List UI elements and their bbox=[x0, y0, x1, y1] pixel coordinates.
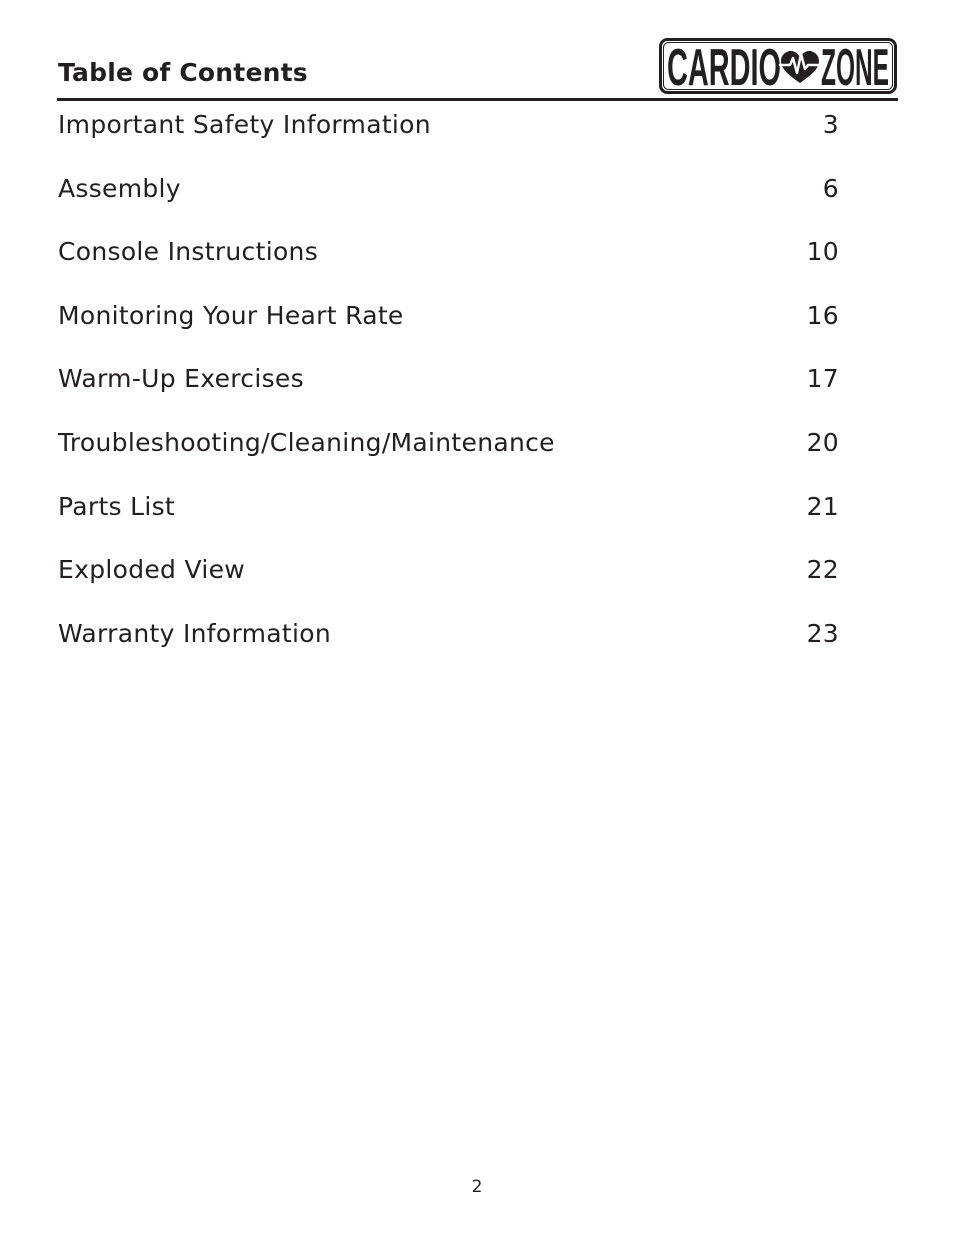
toc-entry-label: Parts List bbox=[58, 491, 176, 521]
page-number: 2 bbox=[471, 1177, 483, 1197]
cardio-zone-logo bbox=[659, 38, 897, 94]
toc-entry-label: Troubleshooting/Cleaning/Maintenance bbox=[58, 427, 555, 457]
toc-entry-console-instructions[interactable] bbox=[57, 235, 857, 299]
toc-entry-exploded-view[interactable] bbox=[57, 553, 857, 617]
toc-entry-page: 10 bbox=[806, 237, 839, 267]
logo-text-cardio: CARDIO bbox=[667, 39, 781, 94]
toc-entry-label: Important Safety Information bbox=[58, 110, 431, 139]
toc-entry-label: Warm-Up Exercises bbox=[58, 364, 304, 394]
toc-entry-page: 20 bbox=[806, 427, 839, 457]
toc-entry-warm-up[interactable] bbox=[57, 362, 857, 426]
toc-entry-label: Exploded View bbox=[58, 555, 245, 585]
toc-entry-safety-information[interactable] bbox=[57, 108, 857, 172]
toc-entry-page: 17 bbox=[806, 364, 839, 394]
toc-entry-page: 22 bbox=[806, 555, 839, 585]
toc-entry-page: 3 bbox=[822, 110, 839, 139]
toc-entry-label: Assembly bbox=[58, 173, 181, 203]
page-header bbox=[57, 36, 898, 101]
toc-entry-page: 16 bbox=[806, 300, 839, 330]
logo-text-zone: ZONE bbox=[821, 39, 889, 94]
toc-entry-parts-list[interactable] bbox=[57, 490, 857, 554]
toc-entry-warranty[interactable] bbox=[57, 617, 857, 681]
toc-entry-label: Monitoring Your Heart Rate bbox=[58, 300, 404, 330]
toc-entry-assembly[interactable] bbox=[57, 172, 857, 236]
toc-entry-page: 6 bbox=[822, 173, 839, 203]
toc-entry-label: Console Instructions bbox=[58, 237, 319, 267]
toc-entry-page: 21 bbox=[806, 491, 839, 521]
table-of-contents bbox=[57, 108, 857, 680]
page-title: Table of Contents bbox=[58, 58, 308, 87]
toc-entry-page: 23 bbox=[806, 618, 839, 648]
toc-entry-heart-rate[interactable] bbox=[57, 299, 857, 363]
toc-entry-label: Warranty Information bbox=[58, 618, 331, 648]
toc-entry-troubleshooting[interactable] bbox=[57, 426, 857, 490]
